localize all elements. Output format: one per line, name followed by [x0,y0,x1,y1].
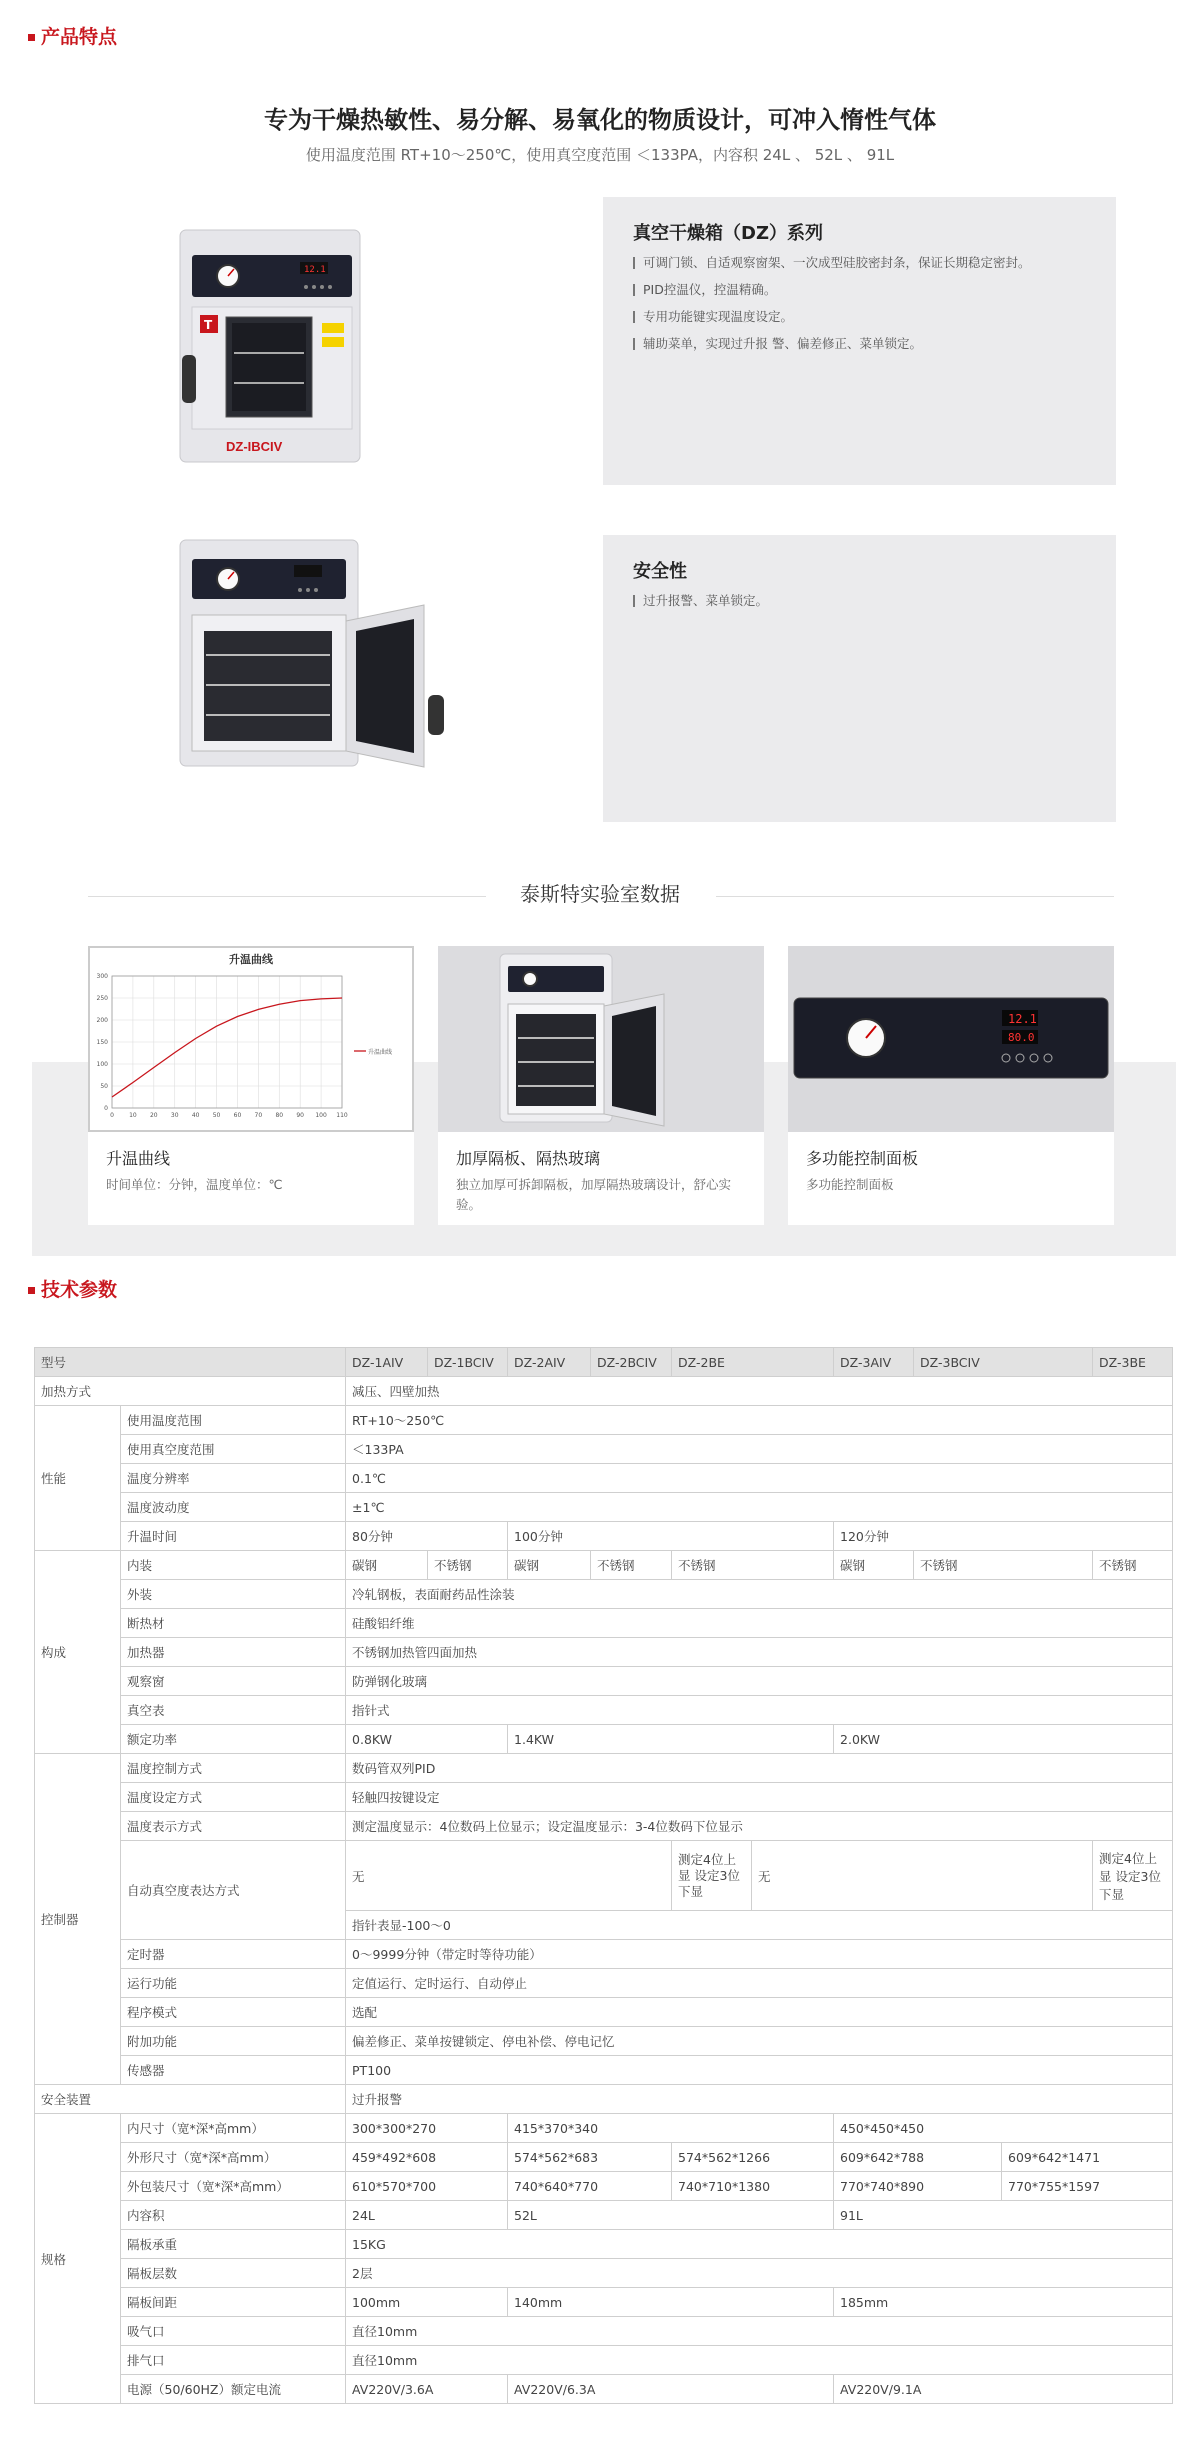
table-cell: 不锈钢 [672,1551,834,1580]
y-tick-label: 200 [96,1017,108,1024]
control-panel-image [788,946,1114,1132]
card-desc: 多功能控制面板 [806,1177,894,1192]
table-cell: 80分钟 [346,1522,508,1551]
x-tick-label: 20 [149,1112,158,1119]
table-cell: 吸气口 [121,2317,346,2346]
chart-title: 升温曲线 [229,953,273,966]
table-cell: 不锈钢 [428,1551,508,1580]
table-cell: 2层 [346,2259,1173,2288]
table-cell: 0.1℃ [346,1464,1173,1493]
display-temp1: 12.1 [304,265,326,275]
feature-list [633,591,768,618]
section-heading-features: 产品特点 [28,22,117,49]
table-cell: 传感器 [121,2056,346,2085]
lab-card-curve [88,946,414,1225]
headline: 专为干燥热敏性、易分解、易氧化的物质设计，可冲入惰性气体 [264,106,936,134]
card-desc: 时间单位：分钟，温度单位：℃ [106,1177,283,1192]
section-heading-specs: 技术参数 [28,1275,117,1302]
y-tick-label: 50 [100,1083,108,1090]
table-cell: DZ-2AIV [508,1348,591,1377]
table-cell: 300*300*270 [346,2114,508,2143]
table-cell: 温度分辨率 [121,1464,346,1493]
card-title: 多功能控制面板 [806,1149,919,1168]
table-row [35,2201,1173,2230]
table-row [35,2085,1173,2114]
table-cell: 硅酸铝纤维 [346,1609,1173,1638]
y-tick-label: 0 [104,1105,108,1112]
table-cell: 型号 [35,1348,346,1377]
table-cell: 碳钢 [346,1551,428,1580]
table-row [35,2114,1173,2143]
table-cell: 91L [834,2201,1173,2230]
table-cell: AV220V/6.3A [508,2375,834,2404]
table-cell: 不锈钢 [914,1551,1093,1580]
table-cell: DZ-3AIV [834,1348,914,1377]
subline: 使用温度范围 RT+10～250℃，使用真空度范围 ＜133PA，内容积 24L 、 52L 、 91L [305,146,895,164]
table-cell: ＜133PA [346,1435,1173,1464]
table-cell: 断热材 [121,1609,346,1638]
table-cell: 数码管双列PID [346,1754,1173,1783]
table-cell: 程序模式 [121,1998,346,2027]
table-cell: 偏差修正、菜单按键锁定、停电补偿、停电记忆 [346,2027,1173,2056]
table-cell: 性能 [35,1406,121,1551]
table-cell: 100mm [346,2288,508,2317]
x-tick-label: 80 [275,1112,284,1119]
list-item: 可调门锁、自适观察窗架、一次成型硅胶密封条，保证长期稳定密封。 [633,253,1031,280]
table-cell: 610*570*700 [346,2172,508,2201]
table-cell: 过升报警 [346,2085,1173,2114]
table-cell: 冷轧钢板，表面耐药品性涂装 [346,1580,1173,1609]
table-cell: 防弹钢化玻璃 [346,1667,1173,1696]
table-cell: 609*642*1471 [1002,2143,1173,2172]
table-row [35,1464,1173,1493]
table-cell: 安全装置 [35,2085,346,2114]
lab-card-shelf [438,946,764,1225]
table-cell: 外装 [121,1580,346,1609]
table-cell: 规格 [35,2114,121,2404]
table-row [35,1812,1173,1841]
table-row [35,1609,1173,1638]
table-row [35,1754,1173,1783]
product-model-label: DZ-IBCIV [226,439,283,454]
table-row [35,1580,1173,1609]
table-cell: 升温时间 [121,1522,346,1551]
table-cell: 740*710*1380 [672,2172,834,2201]
table-cell: 隔板间距 [121,2288,346,2317]
table-cell: ±1℃ [346,1493,1173,1522]
table-cell: 415*370*340 [508,2114,834,2143]
table-cell: 内装 [121,1551,346,1580]
table-cell: 0.8KW [346,1725,508,1754]
table-cell: 内尺寸（宽*深*高mm） [121,2114,346,2143]
table-cell: 控制器 [35,1754,121,2085]
table-cell: 隔板承重 [121,2230,346,2259]
feature-panel-series [603,197,1116,485]
table-cell: 运行功能 [121,1969,346,1998]
table-cell: 100分钟 [508,1522,834,1551]
display-temp2: 80.0 [1008,1031,1035,1044]
table-cell: 隔板层数 [121,2259,346,2288]
table-cell: 排气口 [121,2346,346,2375]
table-header [35,1348,1173,1377]
table-cell: 574*562*1266 [672,2143,834,2172]
table-row [35,1493,1173,1522]
table-row [35,1841,1173,1911]
table-cell: 185mm [834,2288,1173,2317]
display-temp1: 12.1 [1008,1012,1037,1026]
table-cell: 2.0KW [834,1725,1173,1754]
y-tick-label: 150 [96,1039,108,1046]
table-cell: 使用真空度范围 [121,1435,346,1464]
x-tick-label: 100 [315,1112,327,1119]
table-cell: 温度设定方式 [121,1783,346,1812]
table-cell: 1.4KW [508,1725,834,1754]
table-cell: 碳钢 [834,1551,914,1580]
table-cell: 额定功率 [121,1725,346,1754]
x-tick-label: 0 [110,1112,114,1119]
feature-panel-safety [603,535,1116,822]
list-item: 过升报警、菜单锁定。 [633,591,768,618]
series-line [112,998,342,1097]
table-cell: 15KG [346,2230,1173,2259]
table-cell: 140mm [508,2288,834,2317]
table-cell: 外形尺寸（宽*深*高mm） [121,2143,346,2172]
table-cell: 574*562*683 [508,2143,672,2172]
table-cell: PT100 [346,2056,1173,2085]
table-cell: 定时器 [121,1940,346,1969]
panel-title: 真空干燥箱（DZ）系列 [633,223,823,244]
y-tick-label: 100 [96,1061,108,1068]
table-cell: 定值运行、定时运行、自动停止 [346,1969,1173,1998]
table-row [35,1783,1173,1812]
table-cell: 120分钟 [834,1522,1173,1551]
table-cell: 24L [346,2201,508,2230]
table-row [35,1435,1173,1464]
feature-list [633,253,1031,361]
lab-title: 泰斯特实验室数据 [520,882,680,906]
table-cell: DZ-1BCIV [428,1348,508,1377]
table-cell: 52L [508,2201,834,2230]
table-cell: 电源（50/60HZ）额定电流 [121,2375,346,2404]
table-cell: 测定4位上显 设定3位下显 [1093,1841,1173,1911]
list-item: 专用功能键实现温度设定。 [633,307,1031,334]
table-cell: DZ-1AIV [346,1348,428,1377]
table-row [35,1696,1173,1725]
table-row [35,1522,1173,1551]
table-cell: 温度控制方式 [121,1754,346,1783]
table-row [35,2230,1173,2259]
table-cell: 770*740*890 [834,2172,1002,2201]
table-cell: 温度表示方式 [121,1812,346,1841]
table-row [35,1667,1173,1696]
table-cell: 碳钢 [508,1551,591,1580]
card-title: 加厚隔板、隔热玻璃 [456,1149,601,1168]
table-row [35,1377,1173,1406]
table-cell: 无 [346,1841,672,1911]
product-image-closed [170,225,370,465]
table-cell: 450*450*450 [834,2114,1173,2143]
table-cell: 无 [752,1841,1093,1911]
table-cell: 温度波动度 [121,1493,346,1522]
table-cell: 770*755*1597 [1002,2172,1173,2201]
x-tick-label: 40 [191,1112,200,1119]
svg-text:T: T [204,318,213,332]
table-cell: 自动真空度表达方式 [121,1841,346,1940]
spec-table [34,1347,1173,2404]
table-row [35,1969,1173,1998]
table-cell: 加热方式 [35,1377,346,1406]
table-cell: 轻触四按键设定 [346,1783,1173,1812]
table-cell: DZ-2BCIV [591,1348,672,1377]
table-cell: 直径10mm [346,2317,1173,2346]
table-cell: 不锈钢加热管四面加热 [346,1638,1173,1667]
table-cell: 指针表显-100～0 [346,1911,1173,1940]
heating-curve-chart [90,948,412,1130]
table-cell: 选配 [346,1998,1173,2027]
table-cell: DZ-3BE [1093,1348,1173,1377]
table-row [35,2375,1173,2404]
x-tick-label: 10 [129,1112,137,1119]
table-row [35,1638,1173,1667]
x-tick-label: 90 [296,1112,305,1119]
table-cell: 内容积 [121,2201,346,2230]
table-cell: 740*640*770 [508,2172,672,2201]
table-cell: 观察窗 [121,1667,346,1696]
x-tick-label: 110 [336,1112,348,1119]
table-cell: 附加功能 [121,2027,346,2056]
legend-label: 升温曲线 [368,1049,393,1056]
table-cell: AV220V/3.6A [346,2375,508,2404]
table-row [35,2143,1173,2172]
table-cell: 测定4位上显 设定3位下显 [672,1841,752,1911]
table-row [35,1551,1173,1580]
table-row [35,2172,1173,2201]
table-cell: 609*642*788 [834,2143,1002,2172]
table-cell: AV220V/9.1A [834,2375,1173,2404]
table-cell: 外包装尺寸（宽*深*高mm） [121,2172,346,2201]
table-row [35,1998,1173,2027]
x-tick-label: 70 [254,1112,263,1119]
list-item: 辅助菜单，实现过升报 警、偏差修正、菜单锁定。 [633,334,1031,361]
table-row [35,2346,1173,2375]
table-cell: 使用温度范围 [121,1406,346,1435]
table-cell: 加热器 [121,1638,346,1667]
table-cell: 测定温度显示：4位数码上位显示；设定温度显示：3-4位数码下位显示 [346,1812,1173,1841]
table-cell: RT+10～250℃ [346,1406,1173,1435]
table-cell: 不锈钢 [1093,1551,1173,1580]
table-row [35,2056,1173,2085]
table-cell: 指针式 [346,1696,1173,1725]
x-tick-label: 60 [233,1112,242,1119]
table-cell: 459*492*608 [346,2143,508,2172]
card-title: 升温曲线 [106,1149,171,1168]
y-tick-label: 250 [96,995,108,1002]
product-image-open [170,535,480,775]
shelf-image [438,946,764,1132]
x-tick-label: 50 [212,1112,221,1119]
table-row [35,1725,1173,1754]
table-cell: 真空表 [121,1696,346,1725]
table-cell: 直径10mm [346,2346,1173,2375]
x-tick-label: 30 [170,1112,179,1119]
table-row [35,2317,1173,2346]
table-row [35,1406,1173,1435]
table-row [35,2027,1173,2056]
table-row [35,1940,1173,1969]
table-cell: 构成 [35,1551,121,1754]
table-cell: 不锈钢 [591,1551,672,1580]
y-tick-label: 300 [96,973,108,980]
list-item: PID控温仪，控温精确。 [633,280,1031,307]
lab-card-panel [788,946,1114,1225]
table-row [35,2259,1173,2288]
table-cell: DZ-3BCIV [914,1348,1093,1377]
table-cell: DZ-2BE [672,1348,834,1377]
table-cell: 减压、四壁加热 [346,1377,1173,1406]
table-cell: 0～9999分钟（带定时等待功能） [346,1940,1173,1969]
panel-title: 安全性 [633,561,687,582]
card-desc: 独立加厚可拆卸隔板，加厚隔热玻璃设计，舒心实验。 [456,1177,732,1212]
table-row [35,2288,1173,2317]
